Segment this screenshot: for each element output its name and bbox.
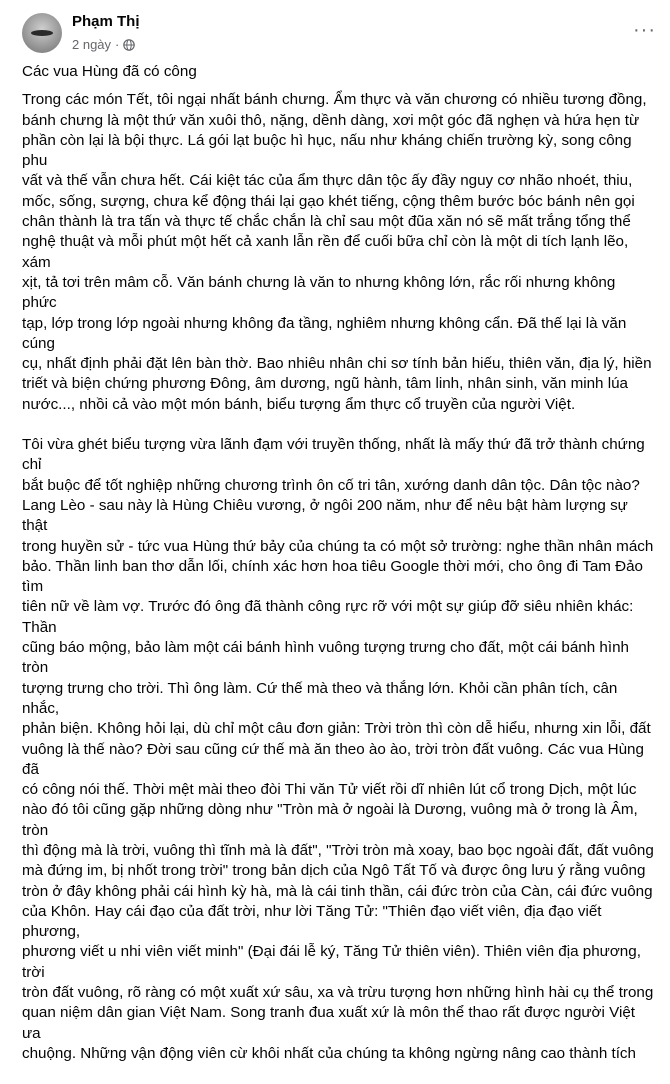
author-name[interactable]: Phạm Thị (72, 13, 140, 30)
post-paragraph-2: Tôi vừa ghét biểu tượng vừa lãnh đạm với truyền thống, nhất là mấy thứ đã trở thành chứng chỉ bắt buộc để tốt nghiệp những chương trình ôn cố tri tân, xướng danh dân tộc. Dân tộc nào? Lang Lèo - sau này là Hùng Chiêu vương, ở ngôi 200 năm, như để nêu bật hàm lượng sự thật trong huyền sử - tức vua Hùng thứ bảy của chúng ta có một sở trường: nghe thần nhân mách bảo. Thần linh ban thơ dẫn lối, chính xác hơn hoa tiêu Google thời mới, cho ông đi Tam Đảo tìm tiên nữ về làm vợ. Trước đó ông đã thành công rực rỡ với một sự giúp đỡ siêu nhiên khác: Thần cũng báo mộng, bảo làm một cái bánh hình vuông tượng trưng cho đất, một cái bánh hình tròn tượng trưng cho trời. Thì ông làm. Cứ thế mà theo và thắng lớn. Khỏi cần phân tích, cân nhắc, phản biện. Không hỏi lại, dù chỉ một câu đơn giản: Trời tròn thì còn dễ hiểu, nhưng xin lỗi, đất vuông là thế nào? Đời sau cũng cứ thế mà ăn theo ào ào, trời tròn đất vuông. Các vua Hùng đã có công nói thế. Thời mệt mài theo đòi Thi văn Tử viết rồi dĩ nhiên lút cổ trong Dịch, một lúc nào đó tôi cũng gặp những dòng như "Tròn mà ở ngoài là Dương, vuông mà ở trong là Âm, tròn thì động mà là trời, vuông thì tĩnh mà là đất", "Trời tròn mà xoay, bao bọc ngoài đất, đất vuông mà đứng im, bị nhốt trong trời" trong bản dịch của Ngô Tất Tố và được ông lưu ý rằng vuông tròn ở đây không phải cái hình kỳ hà, mà là cái tinh thần, cái đức tròn của Càn, cái đức vuông của Khôn. Hay cái đạo của đất trời, như lời Tăng Tử: "Thiên đạo viết viên, địa đạo viết phương, phương viết u nhi viên viết minh" (Đại đái lễ ký, Tăng Tử thiên viên). Thiên viên địa phương, trời tròn đất vuông, rõ ràng có một xuất xứ sâu, xa và trừu tượng hơn những hình hài cụ thể trong quan niệm dân gian Việt Nam. Song tranh đua xuất xứ là môn thể thao rất được người Việt ưa chuộng. Những vận động viên cừ khôi nhất của chúng ta không ngừng nâng cao thành tích (22, 436, 654, 1062)
avatar-image-detail (31, 30, 53, 36)
post-header (0, 0, 670, 60)
more-options-icon[interactable]: ··· (633, 19, 656, 41)
avatar[interactable] (22, 13, 62, 53)
post-paragraph-1: Trong các món Tết, tôi ngại nhất bánh chưng. Ẩm thực và văn chương có nhiều tương đồng, bánh chưng là một thứ văn xuôi thô, nặng, dềnh dàng, xơi một góc đã nghẹn và hứa hẹn từ phần còn lại là bội thực. Lá gói lạt buộc hì hục, nấu như kháng chiến trường kỳ, song công phu vất và thế vẫn chưa hết. Cái kiệt tác của ẩm thực dân tộc ấy đầy nguy cơ nhão nhoét, thiu, mốc, sống, sượng, chưa kể động thái lại gạo khét tiếng, cộng thêm bước bóc bánh nên gọi chân thành là tra tấn và thực tế chắc chắn là chỉ sau một đũa xăn nó sẽ mất trắng tổng thể nghệ thuật và mỗi phút một hết cả xanh lẫn rền để cuối bữa chỉ còn là một di tích lạnh lẽo, xám xịt, tả tơi trên mâm cỗ. Văn bánh chưng là văn to nhưng không lớn, rắc rối nhưng không phức tạp, lớp trong lớp ngoài nhưng không đa tầng, nghiêm nhưng không cẩn. Đã thế lại là văn cúng cụ, nhất định phải đặt lên bàn thờ. Bao nhiêu nhân chi sơ tính bản hiếu, thiên văn, địa lý, hiền triết và biện chứng phương Đông, âm dương, ngũ hành, tâm linh, nhân sinh, văn minh lúa nước..., nhồi cả vào một món bánh, biểu tượng ẩm thực cổ truyền của người Việt. (22, 91, 652, 413)
post-content (22, 62, 654, 1084)
post-title: Các vua Hùng đã có công (22, 63, 197, 80)
post-time[interactable]: 2 ngày (72, 37, 112, 52)
globe-icon[interactable] (123, 39, 135, 51)
post-meta (72, 37, 135, 52)
meta-separator: · (115, 37, 120, 52)
